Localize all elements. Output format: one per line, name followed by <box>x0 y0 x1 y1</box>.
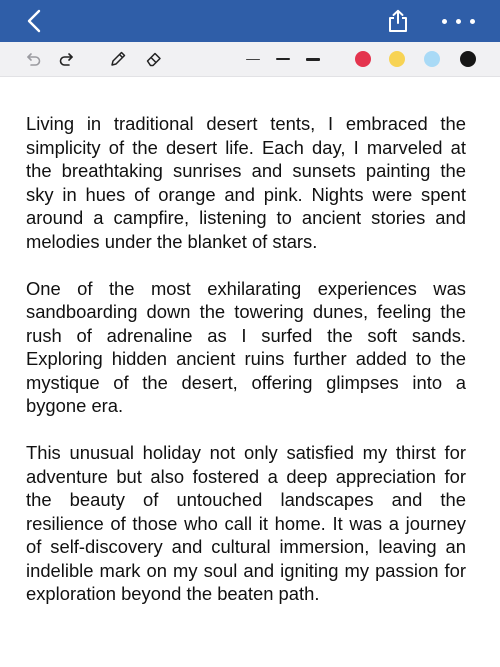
eraser-tool-button[interactable] <box>139 42 169 76</box>
undo-button[interactable] <box>18 42 48 76</box>
stroke-thin-icon <box>246 59 260 60</box>
redo-icon <box>59 51 75 67</box>
paragraph-3: This unusual holiday not only satisfied my thirst for adventure but also fostered a deep appreciation for the beauty of untouched landscapes and the resilience of those who call it home. It was a journey of self-discovery and cultural immersion, leaving an indelible mark on my soul and igniting my passion for exploration beyond the beaten path. <box>26 442 466 604</box>
chevron-left-icon <box>26 9 42 33</box>
share-icon <box>387 9 409 33</box>
undo-icon <box>25 51 41 67</box>
color-yellow-swatch[interactable] <box>389 51 405 67</box>
stroke-thick-icon <box>306 58 320 61</box>
stroke-medium-button[interactable] <box>270 42 296 76</box>
eraser-icon <box>145 50 163 68</box>
top-app-bar <box>0 0 500 42</box>
stroke-thin-button[interactable] <box>240 42 266 76</box>
redo-button[interactable] <box>52 42 82 76</box>
pen-tool-button[interactable] <box>103 42 133 76</box>
drawing-toolbar <box>0 42 500 77</box>
back-button[interactable] <box>14 0 54 42</box>
paragraph-1: Living in traditional desert tents, I embraced the simplicity of the desert life. Each day, I marveled at the breathtaking sunrises and sunsets painting the sky in hues of orange and pink. Nights were spent around a campfire, listening to ancient stories and melodies under the blanket of stars. <box>26 113 466 252</box>
color-red-swatch[interactable] <box>355 51 371 67</box>
document-body[interactable] <box>26 112 466 629</box>
pen-icon <box>109 50 127 68</box>
share-button[interactable] <box>378 0 418 42</box>
more-options-button[interactable] <box>428 0 488 42</box>
paragraph-2: One of the most exhilarating experiences was sandboarding down the towering dunes, feeling the rush of adrenaline as I surfed the soft sands. Exploring hidden ancient ruins further added to the mystique of the desert, offering glimpses into a bygone era. <box>26 277 466 416</box>
stroke-thick-button[interactable] <box>300 42 326 76</box>
color-lightblue-swatch[interactable] <box>424 51 440 67</box>
color-black-swatch[interactable] <box>460 51 476 67</box>
ellipsis-icon <box>442 19 475 24</box>
stroke-medium-icon <box>276 58 290 60</box>
